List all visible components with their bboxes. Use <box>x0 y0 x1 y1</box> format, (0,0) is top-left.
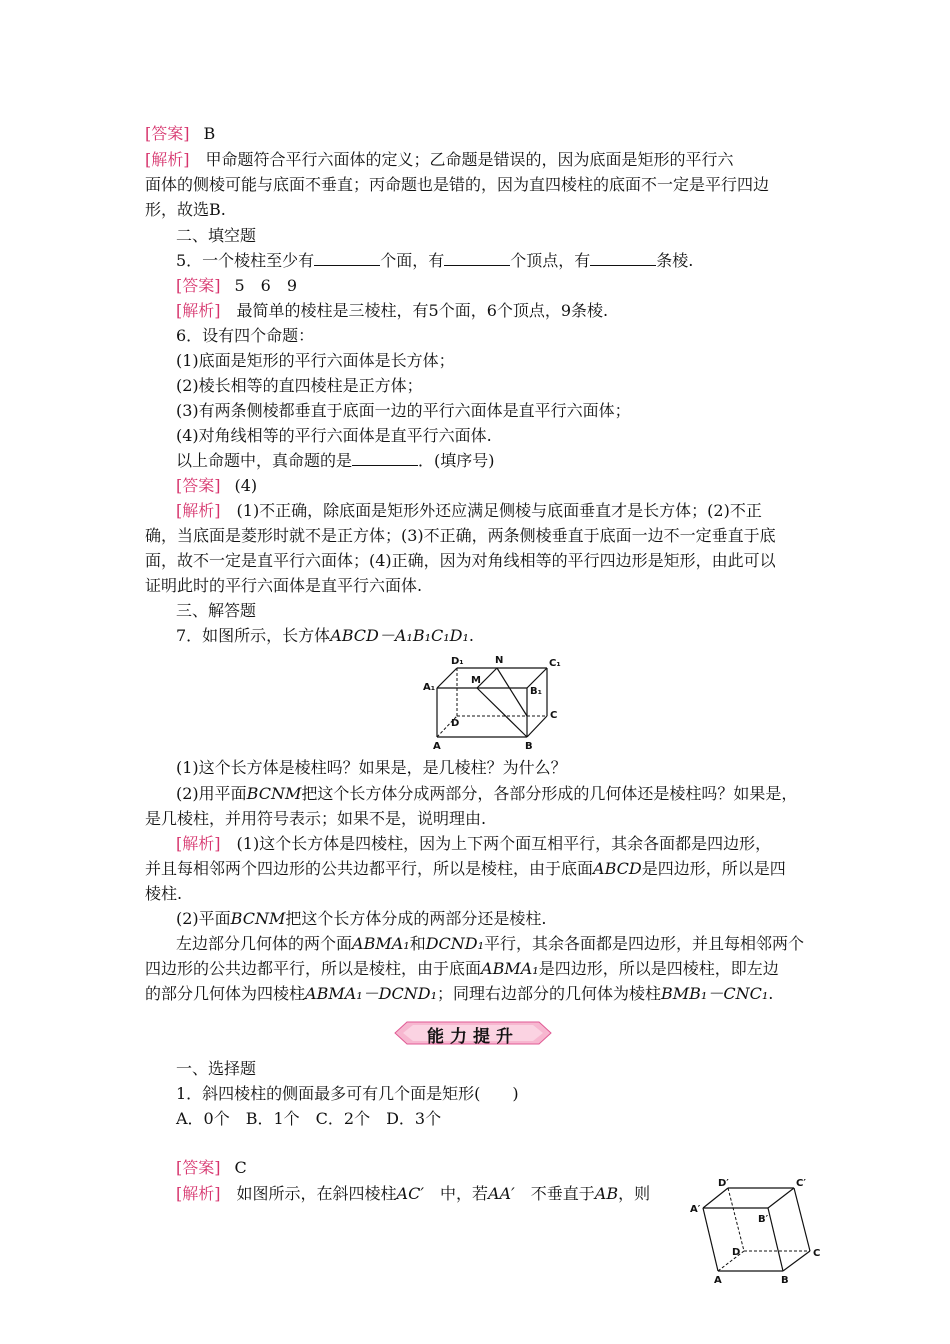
q6-answer-line <box>176 476 257 496</box>
q1-analysis-line <box>176 1184 650 1204</box>
q6-blank[interactable] <box>352 451 418 466</box>
q7-stem <box>176 626 474 646</box>
q5-blank-3[interactable] <box>590 251 656 266</box>
q6-stem: 6．设有四个命题： <box>176 326 315 345</box>
q1-label-c-prime: C′ <box>796 1178 806 1189</box>
q1-analysis-text: ，则 <box>618 1184 651 1203</box>
q7-analysis-math: DCND₁ <box>425 934 485 953</box>
q1-label-d: D <box>732 1247 741 1258</box>
q7-analysis-text: 左边部分几何体的两个面 <box>176 934 353 953</box>
q7-analysis-text: 平行，其余各面都是四边形，并且每相邻两个 <box>484 934 805 953</box>
answer-tag: [答案] <box>176 1158 221 1177</box>
q7-label-b: B <box>525 741 533 752</box>
q7-analysis-text: 是四边形，所以是四棱柱，即左边 <box>538 959 779 978</box>
section-fill-in: 二、填空题 <box>176 226 257 245</box>
q7-analysis-line2 <box>145 859 786 879</box>
q7-analysis-line3: 棱柱. <box>145 884 183 903</box>
q7-label-d: D <box>451 718 460 729</box>
q6-analysis-text: (1)不正确，除底面是矩形外还应满足侧棱与底面垂直才是长方体；(2)不正 <box>236 501 762 520</box>
q7-analysis-text: ；同理右边部分的几何体为棱柱 <box>437 984 662 1003</box>
q5-blank-2[interactable] <box>444 251 510 266</box>
q4-analysis-text: 甲命题符合平行六面体的定义；乙命题是错误的，因为底面是矩形的平行六 <box>205 150 734 169</box>
q6-analysis-line1 <box>176 501 762 521</box>
q1-analysis-text: 如图所示，在斜四棱柱 <box>236 1184 397 1203</box>
q7-label-b1: B₁ <box>530 686 543 697</box>
q4-analysis-line3: 形，故选B. <box>145 200 226 219</box>
section-solutions: 三、解答题 <box>176 601 257 620</box>
q5-blank-1[interactable] <box>314 251 380 266</box>
q7-plane-name: BCNM <box>246 784 302 803</box>
q7-label-d1: D₁ <box>451 656 464 667</box>
q7-solid-name: ABCD－A₁B₁C₁D₁ <box>330 626 469 645</box>
q7-sub2-text: (2)用平面 <box>176 784 247 803</box>
q7-sub2-line1 <box>176 784 797 804</box>
banner-title: 能力提升 <box>427 1027 519 1047</box>
q6-analysis-line2: 确，当底面是菱形时就不是正方体；(3)不正确，两条侧棱垂直于底面一边不一定垂直于底 <box>145 526 776 545</box>
q7-analysis-math: ABMA₁ <box>352 934 410 953</box>
q7-analysis-text: 把这个长方体分成的两部分还是棱柱. <box>285 909 547 928</box>
q4-answer: B <box>203 124 216 143</box>
q7-analysis-text: . <box>768 984 774 1003</box>
q7-analysis-text: (1)这个长方体是四棱柱，因为上下两个面互相平行，其余各面都是四边形， <box>236 834 772 853</box>
q7-analysis-line5 <box>176 934 804 954</box>
q6-item-2: (2)棱长相等的直四棱柱是正方体； <box>176 376 423 395</box>
q1-analysis-math: AA′ <box>488 1184 515 1203</box>
q7-analysis-line7 <box>145 984 773 1004</box>
q1-analysis-text: 中，若 <box>439 1184 488 1203</box>
q6-answer: (4) <box>234 476 258 495</box>
analysis-tag: [解析] <box>176 834 221 853</box>
analysis-tag: [解析] <box>176 301 221 320</box>
q7-analysis-text: 并且每相邻两个四边形的公共边都平行，所以是棱柱，由于底面 <box>145 859 594 878</box>
q7-stem-text: . <box>468 626 475 645</box>
q7-cuboid-figure <box>415 650 565 752</box>
q5-text: 个顶点，有 <box>510 251 591 270</box>
q6-item-3: (3)有两条侧棱都垂直于底面一边的平行六面体是直平行六面体； <box>176 401 631 420</box>
q7-label-n: N <box>495 655 504 666</box>
q1-stem: 1．斜四棱柱的侧面最多可有几个面是矩形( ) <box>176 1084 519 1103</box>
q5-answer: 5 6 9 <box>234 276 298 295</box>
q1-label-d-prime: D′ <box>718 1178 729 1189</box>
q1-analysis-math: AB <box>594 1184 619 1203</box>
q6-prompt-text: 以上命题中，真命题的是 <box>176 451 353 470</box>
q7-sub2-line2: 是几棱柱，并用符号表示；如果不是，说明理由. <box>145 809 487 828</box>
q7-label-c1: C₁ <box>549 658 561 669</box>
q7-analysis-line4 <box>176 909 546 929</box>
q7-analysis-text: 四边形的公共边都平行，所以是棱柱，由于底面 <box>145 959 482 978</box>
q6-prompt <box>176 451 495 471</box>
analysis-tag: [解析] <box>176 1184 221 1203</box>
q1-answer-line <box>176 1158 247 1178</box>
q1-oblique-prism-figure <box>688 1176 828 1284</box>
q5-text: 条棱. <box>656 251 694 270</box>
q7-analysis-math: ABMA₁ <box>481 959 539 978</box>
q5-analysis-line <box>176 301 608 321</box>
q7-analysis-math: ABCD <box>593 859 642 878</box>
q5-analysis-text: 最简单的棱柱是三棱柱，有5个面，6个顶点，9条棱. <box>236 301 609 320</box>
q1-options: A．0个 B．1个 C．2个 D．3个 <box>176 1109 442 1128</box>
q7-analysis-math: ABMA₁－DCND₁ <box>305 984 437 1003</box>
q7-analysis-text: 是四边形，所以是四 <box>641 859 786 878</box>
answer-tag: [答案] <box>176 476 221 495</box>
q6-analysis-line3: 面，故不一定是直平行六面体；(4)正确，因为对角线相等的平行四边形是矩形，由此可以 <box>145 551 776 570</box>
q5-text: 个面，有 <box>380 251 445 270</box>
q4-analysis-line2: 面体的侧棱可能与底面不垂直；丙命题也是错的，因为直四棱柱的底面不一定是平行四边 <box>145 175 770 194</box>
q7-analysis-text: (2)平面 <box>176 909 231 928</box>
q5-answer-line <box>176 276 297 296</box>
q7-label-c: C <box>550 710 558 721</box>
analysis-tag: [解析] <box>145 150 190 169</box>
analysis-tag: [解析] <box>176 501 221 520</box>
q5-text: 5．一个棱柱至少有 <box>176 251 315 270</box>
q6-prompt-text: ．(填序号) <box>418 451 495 470</box>
q7-label-m: M <box>471 675 481 686</box>
q7-analysis-math: BCNM <box>230 909 286 928</box>
answer-tag: [答案] <box>176 276 221 295</box>
q1-label-c: C <box>813 1248 821 1259</box>
q7-label-a: A <box>433 741 441 752</box>
ability-banner <box>393 1016 553 1050</box>
q1-label-a: A <box>714 1275 722 1284</box>
q5-stem <box>176 251 693 271</box>
q7-analysis-math: BMB₁－CNC₁ <box>661 984 769 1003</box>
answer-tag: [答案] <box>145 124 190 143</box>
q7-stem-text: 7．如图所示，长方体 <box>176 626 331 645</box>
q4-answer-line <box>145 124 215 144</box>
q7-sub2-text: 把这个长方体分成两部分，各部分形成的几何体还是棱柱吗？如果是， <box>301 784 798 803</box>
q1-analysis-text: 不垂直于 <box>530 1184 595 1203</box>
q7-analysis-text: 的部分几何体为四棱柱 <box>145 984 306 1003</box>
q1-label-a-prime: A′ <box>690 1204 701 1215</box>
q6-analysis-line4: 证明此时的平行六面体是直平行六面体. <box>145 576 423 595</box>
q1-analysis-math: AC′ <box>396 1184 424 1203</box>
q1-label-b-prime: B′ <box>758 1214 769 1225</box>
q1-answer: C <box>234 1158 247 1177</box>
q7-label-a1: A₁ <box>423 682 436 693</box>
q4-analysis-line1 <box>145 150 734 170</box>
section-choice: 一、选择题 <box>176 1059 257 1078</box>
q6-item-4: (4)对角线相等的平行六面体是直平行六面体. <box>176 426 492 445</box>
q7-analysis-text: 和 <box>409 934 426 953</box>
q1-label-b: B <box>781 1275 789 1284</box>
q7-analysis-line6 <box>145 959 779 979</box>
q7-analysis-line1 <box>176 834 771 854</box>
q7-sub1: (1)这个长方体是棱柱吗？如果是，是几棱柱？为什么？ <box>176 758 567 777</box>
q6-item-1: (1)底面是矩形的平行六面体是长方体； <box>176 351 455 370</box>
